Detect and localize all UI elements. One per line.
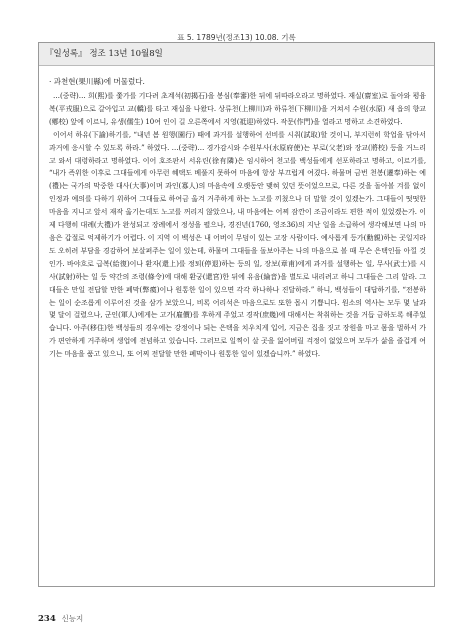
page-number: 234 xyxy=(38,614,56,624)
book-title: 신능지 xyxy=(61,614,84,623)
record-intro: · 과천현(果川縣)에 머물렀다. xyxy=(49,77,145,86)
record-box-body xyxy=(39,66,434,361)
record-box-header: 『일성록』 정조 13년 10월8일 xyxy=(39,43,434,66)
record-box xyxy=(38,42,435,587)
table-caption: 표 5. 1789년(정조13) 10.08. 기록 xyxy=(177,33,296,42)
record-paragraph-1: …(중략)… 희(熙)를 쫓가를 기다려 초계석(初揭石)을 봉심(奉審)한 뒤에 뒤따라오라고 명하였다. 재실(齋室)로 돌아와 평융복(平戎服)으로 갈아입고 교(轎)를 타고 재실을 나왔다. 상류천(上柳川)과 하류천(下柳川)을 거쳐서 수원(水原) 새 읍의 향교(鄕校) 앞에 이르니, 유생(儒生) 10여 인이 길 오른쪽에서 지영(祗迎)하였다. 작문(作門)을 열라고 명하고 소견하였다. xyxy=(49,92,426,126)
page-footer xyxy=(38,613,83,624)
record-paragraph-2: 이어서 하유(下諭)하기를, “내년 봄 원행(園行) 때에 과거를 설행하여 선비를 시취(試取)할 것이니, 부지런히 학업을 닦아서 과거에 응시할 수 있도록 하라.” 하였다. …(중략)… 경가감시와 수원부사(水原府使)는 부로(父老)와 장교(將校) 등을 거느리고 와서 대령하라고 명하였다. 이어 호조판서 서유린(徐有隣)은 임시하여 천고를 백성들에게 선포하라고 명하고, 이르기를, “내가 즉위한 이후로 그대들에게 아무런 혜택도 베풀지 못하여 마음에 항상 부끄럽게 여겼다. 하물며 금번 천봉(遷奉)하는 예(禮)는 국가의 막중한 대사(大事)이며 과인(寡人)의 마음속에 오랫동안 맺혀 있던 뜻이었으므로, 다른 것을 돌아볼 겨를 없이 인정과 예의를 다하기 위하여 그대들로 하여금 옮겨 거주하게 하는 노고를 끼쳤으나 더 말할 것이 있겠는가. 그대들이 떳떳한 마음을 지니고 앞서 재작 옮기는데도 노고를 꺼리지 않았으나, 내 마음에는 어찌 잠깐이 조금이라도 편한 적이 있었겠는가. 이제 다행히 대례(大禮)가 완성되고 장례에서 정성을 펼으나, 경진년(1760, 영조36)의 지난 일을 소급하여 생각해보면 나의 마음은 갑절로 억제하기가 어렵다. 이 지역 이 백성은 내 어버이 무덤이 있는 고장 사람이다. 예사롭게 등가(勳親)하는 곳일지라도 오히려 부담을 경감하여 보살펴주는 일이 있는데, 하물며 그대들을 돌보아주는 나의 마음으로 볼 때 무슨 은택인들 아낄 것인가. 바야흐로 급복(給復)이나 환자(還上)를 정퇴(停退)하는 등의 일, 장보(章甫)에게 과거를 설행하는 일, 무사(武士)를 시사(試射)하는 일 등 약간의 조령(條令)에 대해 환궁(還宮)한 뒤에 유음(綸音)을 별도로 내리려고 하니 그대들은 그리 알라. 그대들은 만일 전답할 만한 폐막(弊瘼)이나 원통한 일이 있으면 각각 하나하나 진달하라.” 하니, 백성들이 대답하기를, “전봉하는 일이 순조롭게 이루어진 것을 삼가 보았으니, 비록 어리석은 마음으로도 또한 몹시 기쁩니다. 원소의 역사는 모두 몇 날과 몇 달이 걸렸으나, 군인(軍人)에게는 고가(雇價)를 후하게 주었고 경작(庶幾)에 대해서는 착취하는 것을 거듭 금하도록 해주었습니다. 아주(移住)한 백성들의 경우에는 강정이나 되는 은택을 치우치게 입어, 지금은 집을 짓고 장원을 마고 몸을 벌하서 가가 편안하게 거주하며 생업에 전념하고 있습니다. 그러므로 일찍이 살 곳을 잃어버릴 걱정이 없었으며 모두가 삶을 즐겁게 여기는 마음을 품고 있으니, 또 어찌 전달할 만한 폐막이나 원통한 일이 있겠습니까.” 하였다. xyxy=(49,130,426,359)
